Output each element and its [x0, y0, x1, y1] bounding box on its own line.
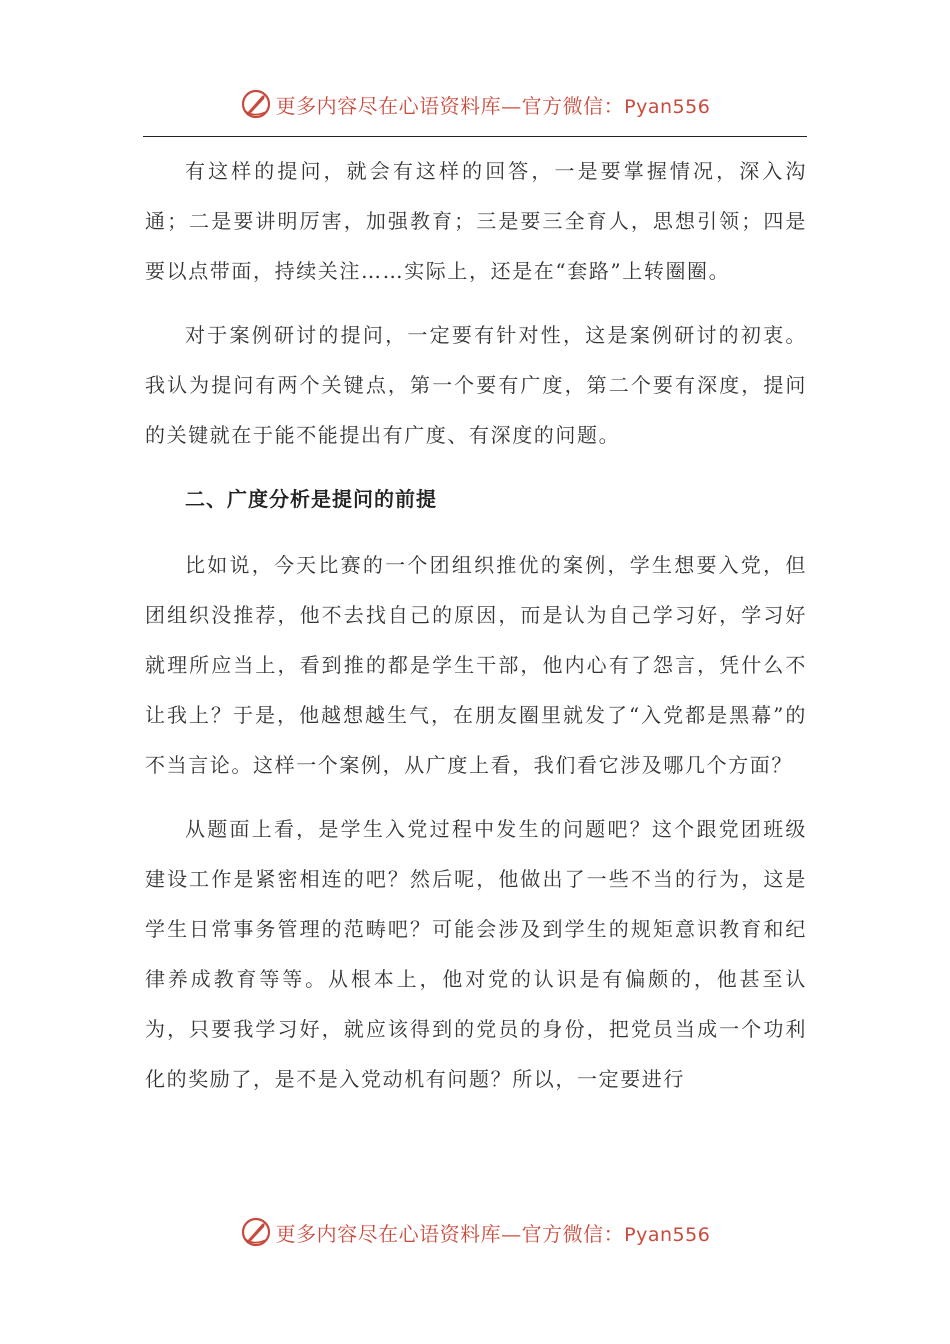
watermark-text-wechat-id: Pyan556: [624, 1223, 711, 1246]
header-watermark: [0, 84, 950, 124]
quill-pen-logo-icon: [240, 88, 272, 120]
footer-watermark: [0, 1212, 950, 1252]
paragraph-3: 比如说，今天比赛的一个团组织推优的案例，学生想要入党，但团组织没推荐，他不去找自己的原因，而是认为自己学习好，学习好就理所应当上，看到推的都是学生干部，他内心有了怨言，凭什么不让我上？于是，他越想越生气，在朋友圈里就发了“入党都是黑幕”的不当言论。这样一个案例，从广度上看，我们看它涉及哪几个方面？: [145, 553, 807, 777]
paragraph-1: 有这样的提问，就会有这样的回答，一是要掌握情况，深入沟通；二是要讲明厉害，加强教育；三是要三全育人，思想引领；四是要以点带面，持续关注……实际上，还是在“套路”上转圈圈。: [145, 159, 807, 283]
document-body: [145, 146, 807, 1118]
paragraph-4: 从题面上看，是学生入党过程中发生的问题吧？这个跟党团班级建设工作是紧密相连的吧？然后呢，他做出了一些不当的行为，这是学生日常事务管理的范畴吧？可能会涉及到学生的规矩意识教育和纪律养成教育等等。从根本上，他对党的认识是有偏颇的，他甚至认为，只要我学习好，就应该得到的党员的身份，把党员当成一个功利化的奖励了，是不是入党动机有问题？所以，一定要进行: [145, 817, 807, 1091]
header-divider: [143, 136, 807, 137]
watermark-text: [276, 90, 711, 119]
watermark-text-wechat-id: Pyan556: [624, 95, 711, 118]
watermark-text-cn: 更多内容尽在心语资料库—官方微信：: [275, 93, 625, 118]
watermark-text-cn: 更多内容尽在心语资料库—官方微信：: [275, 1221, 625, 1246]
paragraph-2: 对于案例研讨的提问，一定要有针对性，这是案例研讨的初衷。我认为提问有两个关键点，第一个要有广度，第二个要有深度，提问的关键就在于能不能提出有广度、有深度的问题。: [145, 323, 807, 447]
quill-pen-logo-icon: [240, 1216, 272, 1248]
section-heading: 二、广度分析是提问的前提: [185, 487, 437, 511]
watermark-text: [276, 1218, 711, 1247]
